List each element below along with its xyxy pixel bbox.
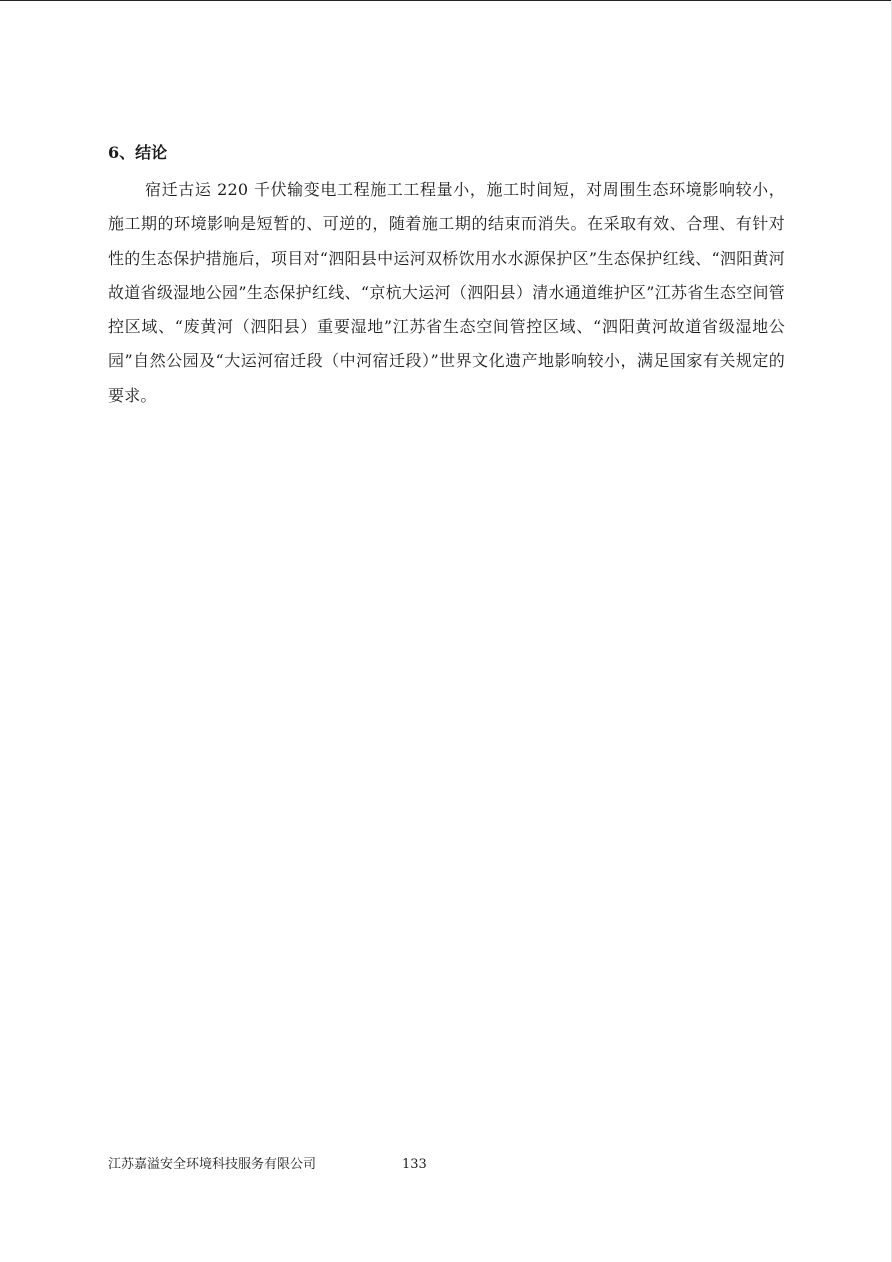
section-heading: 6、结论 (108, 143, 168, 162)
page-top-border (0, 0, 892, 1)
page-footer (0, 1156, 892, 1176)
page-number: 133 (402, 1157, 427, 1172)
footer-company-name: 江苏嘉溢安全环境科技服务有限公司 (108, 1157, 317, 1172)
conclusion-paragraph: 宿迁古运 220 千伏输变电工程施工工程量小，施工时间短，对周围生态环境影响较小，施工期的环境影响是短暂的、可逆的，随着施工期的结束而消失。在采取有效、合理、有针对性的生态保护措施后，项目对“泗阳县中运河双桥饮用水水源保护区”生态保护红线、“泗阳黄河故道省级湿地公园”生态保护红线、“京杭大运河（泗阳县）清水通道维护区”江苏省生态空间管控区域、“废黄河（泗阳县）重要湿地”江苏省生态空间管控区域、“泗阳黄河故道省级湿地公园”自然公园及“大运河宿迁段（中河宿迁段）”世界文化遗产地影响较小，满足国家有关规定的要求。 (108, 180, 785, 405)
